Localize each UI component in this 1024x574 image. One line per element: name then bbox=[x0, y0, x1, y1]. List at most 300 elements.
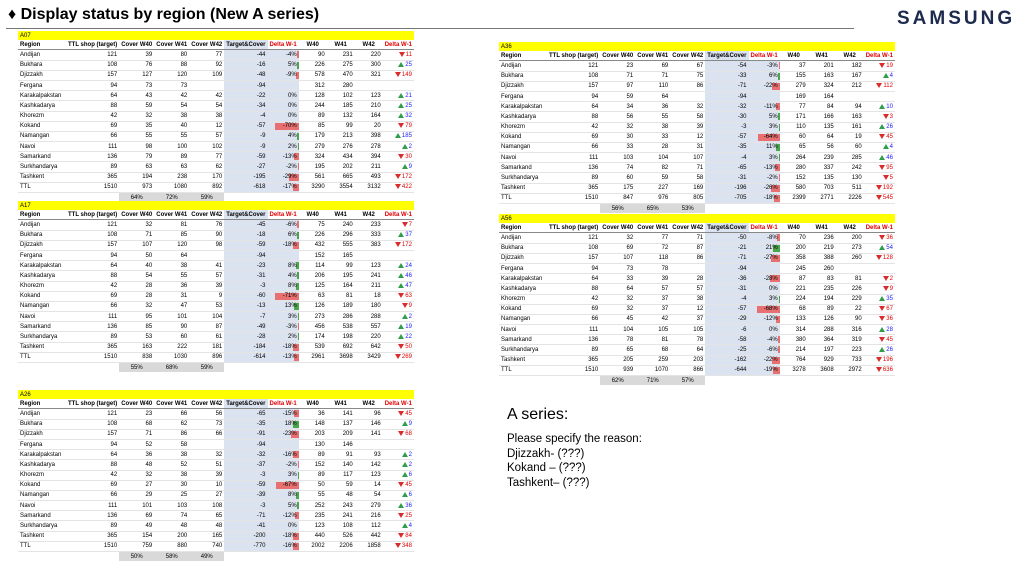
triangle-down-icon bbox=[402, 303, 408, 308]
cell-cover-w40: 36 bbox=[119, 450, 154, 460]
cell-target-cover: -6 bbox=[705, 325, 748, 335]
triangle-down-icon bbox=[879, 134, 885, 139]
delta-value: 68 bbox=[405, 431, 412, 438]
cell-w42: 229 bbox=[836, 294, 864, 304]
delta-pct-value: -6% bbox=[767, 347, 778, 354]
title-rule bbox=[6, 28, 854, 29]
cell-w41: 195 bbox=[327, 271, 355, 281]
page-title: ♦ Display status by region (New A series) bbox=[8, 6, 320, 23]
delta-bar bbox=[298, 472, 299, 479]
cell-delta-w1 bbox=[383, 261, 414, 271]
cell-cover-w41: 48 bbox=[154, 521, 189, 531]
cell-cover-w42: 77 bbox=[189, 152, 224, 162]
cell-ttl-shop: 111 bbox=[66, 501, 119, 511]
cell-ttl-shop: 136 bbox=[66, 511, 119, 521]
triangle-down-icon bbox=[395, 72, 401, 77]
cell-target-cover: -35 bbox=[224, 419, 267, 429]
cell-cover-w40: 52 bbox=[119, 439, 154, 449]
coverage-pct: 58% bbox=[154, 552, 189, 562]
empty-cell bbox=[327, 363, 355, 373]
header-cover-w42: Cover W42 bbox=[189, 210, 224, 220]
delta-pct-value: 0% bbox=[769, 326, 778, 333]
cell-cover-w40: 32 bbox=[600, 233, 635, 243]
cell-delta-w1-pct bbox=[749, 325, 780, 335]
delta-value: 30 bbox=[405, 153, 412, 160]
delta-value: 6 bbox=[408, 472, 412, 479]
cell-delta-w1-pct bbox=[749, 253, 780, 263]
triangle-up-icon bbox=[879, 245, 885, 250]
cell-region: Navoi bbox=[18, 312, 66, 322]
banner-fill bbox=[327, 31, 355, 40]
cell-ttl-shop: 42 bbox=[547, 122, 600, 132]
delta-value: 4 bbox=[408, 523, 412, 530]
cell-target-cover: -644 bbox=[705, 365, 748, 375]
cell-w41: 164 bbox=[808, 91, 836, 101]
cell-target-cover: -94 bbox=[705, 91, 748, 101]
cell-w41: 189 bbox=[327, 301, 355, 311]
cell-ttl-shop: 1510 bbox=[66, 182, 119, 192]
table-row bbox=[18, 162, 414, 172]
cell-ttl-shop: 89 bbox=[547, 345, 600, 355]
cell-delta-w1-pct bbox=[268, 501, 299, 511]
cell-target-cover: -65 bbox=[705, 163, 748, 173]
cell-w40: 123 bbox=[299, 521, 327, 531]
cell-ttl-shop: 157 bbox=[66, 429, 119, 439]
cell-cover-w42 bbox=[189, 250, 224, 260]
cell-w40: 279 bbox=[299, 142, 327, 152]
cell-w42: 211 bbox=[355, 281, 383, 291]
empty-cell bbox=[749, 204, 780, 214]
cell-w41: 692 bbox=[327, 342, 355, 352]
cell-delta-w1-pct bbox=[749, 243, 780, 253]
cell-w41: 3698 bbox=[327, 352, 355, 362]
cell-ttl-shop: 66 bbox=[66, 301, 119, 311]
header-ttl-shop: TTL shop (target) bbox=[66, 210, 119, 220]
cell-ttl-shop: 64 bbox=[66, 450, 119, 460]
header-w40: W40 bbox=[299, 40, 327, 50]
cell-w42: 211 bbox=[355, 162, 383, 172]
cell-target-cover: -13 bbox=[224, 301, 267, 311]
cell-target-cover: -71 bbox=[705, 81, 748, 91]
cell-cover-w42: 12 bbox=[670, 132, 705, 142]
cell-cover-w40: 939 bbox=[600, 365, 635, 375]
cell-region: Tashkent bbox=[18, 172, 66, 182]
cell-cover-w41: 28 bbox=[635, 142, 670, 152]
cell-ttl-shop: 136 bbox=[66, 152, 119, 162]
cell-w42: 216 bbox=[355, 511, 383, 521]
triangle-up-icon bbox=[398, 113, 404, 118]
cell-target-cover: -37 bbox=[224, 460, 267, 470]
cell-w42: 557 bbox=[355, 322, 383, 332]
cell-w40: 312 bbox=[299, 80, 327, 90]
empty-cell bbox=[836, 204, 864, 214]
cell-ttl-shop: 365 bbox=[66, 172, 119, 182]
cell-ttl-shop: 89 bbox=[66, 332, 119, 342]
cell-w42: 226 bbox=[836, 284, 864, 294]
cell-w40: 87 bbox=[780, 274, 808, 284]
cell-w40: 50 bbox=[299, 480, 327, 490]
banner-fill bbox=[836, 214, 864, 223]
delta-value: 269 bbox=[401, 354, 412, 361]
table-row bbox=[499, 91, 895, 101]
cell-cover-w41: 37 bbox=[635, 294, 670, 304]
cell-ttl-shop: 108 bbox=[547, 243, 600, 253]
triangle-down-icon bbox=[402, 222, 408, 227]
table-row bbox=[18, 281, 414, 291]
cell-cover-w42: 32 bbox=[670, 102, 705, 112]
notes-line-djizzakh: Djizzakh- (???) bbox=[507, 447, 585, 460]
delta-pct-value: -8% bbox=[767, 234, 778, 241]
cell-delta-w1-pct bbox=[268, 521, 299, 531]
cell-ttl-shop: 108 bbox=[66, 419, 119, 429]
cell-w41: 240 bbox=[327, 220, 355, 230]
table-row bbox=[499, 142, 895, 152]
cell-cover-w41: 238 bbox=[154, 172, 189, 182]
cell-w41: 2206 bbox=[327, 541, 355, 551]
banner-fill bbox=[66, 390, 119, 399]
cell-delta-w1 bbox=[383, 541, 414, 551]
delta-bar bbox=[297, 62, 299, 69]
cell-w41: 163 bbox=[808, 71, 836, 81]
cell-w42: 260 bbox=[836, 253, 864, 263]
empty-cell bbox=[808, 204, 836, 214]
cell-cover-w42: 38 bbox=[670, 294, 705, 304]
cell-ttl-shop: 42 bbox=[547, 294, 600, 304]
cell-target-cover: -57 bbox=[705, 132, 748, 142]
cell-cover-w40: 33 bbox=[600, 142, 635, 152]
delta-pct-value: -70% bbox=[282, 123, 297, 130]
cell-region: Samarkand bbox=[499, 163, 547, 173]
delta-pct-value: -22% bbox=[763, 83, 778, 90]
delta-pct-value: 2% bbox=[288, 334, 297, 341]
delta-value: 185 bbox=[401, 133, 412, 140]
cell-cover-w42: 57 bbox=[189, 131, 224, 141]
cell-cover-w40: 32 bbox=[600, 304, 635, 314]
cell-w41: 108 bbox=[327, 521, 355, 531]
cell-w40: 152 bbox=[299, 250, 327, 260]
cell-delta-w1-pct bbox=[268, 250, 299, 260]
cell-cover-w40: 54 bbox=[119, 271, 154, 281]
cell-cover-w42 bbox=[189, 439, 224, 449]
delta-pct-value: -12% bbox=[282, 512, 297, 519]
triangle-down-icon bbox=[398, 154, 404, 159]
total-row bbox=[18, 352, 414, 362]
banner-fill bbox=[224, 31, 267, 40]
cell-region: Tashkent bbox=[18, 531, 66, 541]
delta-value: 128 bbox=[882, 255, 893, 262]
coverage-pct-row bbox=[18, 363, 414, 373]
cell-cover-w42: 87 bbox=[670, 243, 705, 253]
cell-target-cover: -44 bbox=[224, 50, 267, 60]
cell-cover-w40: 32 bbox=[600, 294, 635, 304]
cell-cover-w42: 866 bbox=[670, 365, 705, 375]
cell-delta-w1-pct bbox=[268, 480, 299, 490]
cell-w40: 226 bbox=[299, 230, 327, 240]
cell-cover-w41: 62 bbox=[154, 419, 189, 429]
cell-w42: 316 bbox=[836, 325, 864, 335]
cell-w40: 169 bbox=[780, 91, 808, 101]
cell-w41: 239 bbox=[808, 153, 836, 163]
triangle-up-icon bbox=[402, 523, 408, 528]
cell-w42: 642 bbox=[355, 342, 383, 352]
cell-cover-w42: 64 bbox=[670, 345, 705, 355]
cell-cover-w41: 64 bbox=[635, 91, 670, 101]
cell-target-cover: -71 bbox=[705, 253, 748, 263]
cell-delta-w1-pct bbox=[268, 281, 299, 291]
table-row bbox=[18, 240, 414, 250]
cell-delta-w1-pct bbox=[268, 541, 299, 551]
cell-w40: 252 bbox=[299, 501, 327, 511]
region-table bbox=[499, 42, 895, 213]
cell-delta-w1 bbox=[383, 470, 414, 480]
cell-region: Samarkand bbox=[18, 322, 66, 332]
triangle-down-icon bbox=[398, 411, 404, 416]
cell-delta-w1 bbox=[383, 220, 414, 230]
delta-pct-value: -2% bbox=[286, 164, 297, 171]
cell-ttl-shop: 94 bbox=[66, 439, 119, 449]
cell-w40: 37 bbox=[780, 61, 808, 71]
cell-target-cover: -91 bbox=[224, 429, 267, 439]
delta-bar bbox=[298, 333, 299, 340]
banner-fill bbox=[119, 201, 154, 210]
cell-delta-w1 bbox=[864, 304, 895, 314]
table-row bbox=[499, 253, 895, 263]
cell-delta-w1-pct bbox=[268, 322, 299, 332]
cell-delta-w1 bbox=[864, 284, 895, 294]
cell-w40: 224 bbox=[780, 294, 808, 304]
series-banner bbox=[18, 201, 414, 210]
delta-pct-value: -18% bbox=[282, 533, 297, 540]
cell-cover-w41: 100 bbox=[154, 142, 189, 152]
delta-value: 79 bbox=[405, 123, 412, 130]
cell-cover-w41: 60 bbox=[154, 332, 189, 342]
cell-region: Tashkent bbox=[499, 183, 547, 193]
cell-region: Surkhandarya bbox=[499, 173, 547, 183]
cell-target-cover: -16 bbox=[224, 60, 267, 70]
cell-w42 bbox=[836, 263, 864, 273]
cell-delta-w1 bbox=[383, 281, 414, 291]
cell-target-cover: -23 bbox=[224, 261, 267, 271]
cell-delta-w1-pct bbox=[268, 429, 299, 439]
cell-cover-w40: 85 bbox=[119, 322, 154, 332]
cell-w41: 280 bbox=[327, 80, 355, 90]
cell-cover-w42: 75 bbox=[670, 71, 705, 81]
cell-cover-w41: 55 bbox=[635, 112, 670, 122]
cell-region: Khorezm bbox=[18, 281, 66, 291]
cell-region: TTL bbox=[18, 541, 66, 551]
banner-fill bbox=[189, 390, 224, 399]
cell-delta-w1-pct bbox=[749, 263, 780, 273]
delta-value: 45 bbox=[886, 134, 893, 141]
delta-value: 47 bbox=[405, 283, 412, 290]
cell-region: Karakalpakstan bbox=[18, 450, 66, 460]
cell-delta-w1 bbox=[864, 112, 895, 122]
cell-delta-w1-pct bbox=[749, 335, 780, 345]
table-row bbox=[499, 325, 895, 335]
cell-cover-w40: 154 bbox=[119, 531, 154, 541]
cell-w42: 96 bbox=[355, 409, 383, 419]
cell-target-cover: -3 bbox=[224, 501, 267, 511]
header-ttl-shop: TTL shop (target) bbox=[547, 51, 600, 61]
cell-ttl-shop: 121 bbox=[547, 61, 600, 71]
cell-cover-w41: 63 bbox=[154, 162, 189, 172]
cell-w42: 94 bbox=[836, 102, 864, 112]
cell-w42: 123 bbox=[355, 470, 383, 480]
delta-value: 6 bbox=[408, 492, 412, 499]
cell-w42: 19 bbox=[836, 132, 864, 142]
banner-fill bbox=[836, 42, 864, 51]
delta-pct-value: 0% bbox=[288, 92, 297, 99]
cell-w40: 214 bbox=[780, 345, 808, 355]
delta-value: 36 bbox=[886, 234, 893, 241]
table-row bbox=[499, 314, 895, 324]
banner-fill bbox=[189, 31, 224, 40]
cell-cover-w40: 163 bbox=[119, 342, 154, 352]
delta-pct-value: -6% bbox=[286, 221, 297, 228]
cell-region: Andijan bbox=[18, 220, 66, 230]
cell-w40: 60 bbox=[780, 132, 808, 142]
cell-target-cover: -4 bbox=[224, 111, 267, 121]
table-row bbox=[18, 439, 414, 449]
cell-cover-w41: 103 bbox=[154, 501, 189, 511]
empty-cell bbox=[18, 552, 66, 562]
cell-delta-w1-pct bbox=[749, 193, 780, 203]
cell-ttl-shop: 157 bbox=[547, 81, 600, 91]
cell-ttl-shop: 69 bbox=[66, 480, 119, 490]
delta-pct-value: -18% bbox=[282, 344, 297, 351]
cell-w41: 140 bbox=[327, 460, 355, 470]
cell-ttl-shop: 66 bbox=[66, 490, 119, 500]
delta-pct-value: 8% bbox=[288, 262, 297, 269]
table-row bbox=[18, 470, 414, 480]
cell-w42: 279 bbox=[355, 501, 383, 511]
cell-cover-w42 bbox=[670, 91, 705, 101]
cell-delta-w1 bbox=[864, 132, 895, 142]
cell-cover-w40: 49 bbox=[119, 521, 154, 531]
header-delta-w1-pct: Delta W-1 bbox=[268, 210, 299, 220]
cell-cover-w41: 58 bbox=[154, 439, 189, 449]
cell-cover-w41: 74 bbox=[154, 511, 189, 521]
cell-region: Fergana bbox=[18, 80, 66, 90]
cell-ttl-shop: 365 bbox=[66, 342, 119, 352]
delta-pct-value: 3% bbox=[288, 313, 297, 320]
cell-w40: 2961 bbox=[299, 352, 327, 362]
triangle-down-icon bbox=[395, 184, 401, 189]
cell-cover-w41: 222 bbox=[154, 342, 189, 352]
cell-delta-w1 bbox=[864, 81, 895, 91]
delta-value: 3 bbox=[889, 113, 893, 120]
cell-cover-w41: 66 bbox=[154, 409, 189, 419]
cell-w40: 133 bbox=[780, 314, 808, 324]
table-row bbox=[499, 71, 895, 81]
table-row bbox=[499, 345, 895, 355]
cell-w42: 493 bbox=[355, 172, 383, 182]
cell-target-cover: -57 bbox=[224, 121, 267, 131]
banner-fill bbox=[268, 201, 299, 210]
cell-region: Bukhara bbox=[18, 60, 66, 70]
delta-pct-value: -2% bbox=[286, 461, 297, 468]
banner-fill bbox=[299, 201, 327, 210]
cell-region: Kashkadarya bbox=[18, 271, 66, 281]
cell-ttl-shop: 108 bbox=[66, 230, 119, 240]
header-region: Region bbox=[18, 210, 66, 220]
cell-cover-w42: 57 bbox=[189, 271, 224, 281]
delta-value: 25 bbox=[405, 102, 412, 109]
cell-delta-w1-pct bbox=[268, 152, 299, 162]
header-region: Region bbox=[18, 399, 66, 409]
header-cover-w41: Cover W41 bbox=[154, 40, 189, 50]
cell-w42: 54 bbox=[355, 490, 383, 500]
cell-w40: 36 bbox=[299, 409, 327, 419]
cell-cover-w41: 86 bbox=[154, 429, 189, 439]
total-row bbox=[499, 365, 895, 375]
table-row bbox=[499, 153, 895, 163]
triangle-down-icon bbox=[395, 543, 401, 548]
delta-pct-value: 3% bbox=[769, 154, 778, 161]
cell-cover-w42: 53 bbox=[189, 301, 224, 311]
cell-delta-w1-pct bbox=[268, 70, 299, 80]
cell-cover-w42: 109 bbox=[189, 70, 224, 80]
delta-value: 26 bbox=[886, 124, 893, 131]
cell-target-cover: -41 bbox=[224, 521, 267, 531]
cell-w42: 146 bbox=[355, 419, 383, 429]
banner-fill bbox=[355, 201, 383, 210]
delta-pct-value: -23% bbox=[282, 431, 297, 438]
cell-cover-w41: 81 bbox=[635, 335, 670, 345]
delta-value: 4 bbox=[889, 144, 893, 151]
table-row bbox=[18, 521, 414, 531]
cell-ttl-shop: 1510 bbox=[66, 541, 119, 551]
delta-pct-value: -16% bbox=[282, 451, 297, 458]
cell-cover-w42: 56 bbox=[189, 409, 224, 419]
triangle-down-icon bbox=[399, 52, 405, 57]
table-row bbox=[18, 460, 414, 470]
cell-w41: 2771 bbox=[808, 193, 836, 203]
header-row bbox=[499, 223, 895, 233]
cell-w42: 3132 bbox=[355, 182, 383, 192]
cell-w42 bbox=[836, 91, 864, 101]
header-row bbox=[499, 51, 895, 61]
cell-cover-w41: 880 bbox=[154, 541, 189, 551]
banner-fill bbox=[864, 214, 895, 223]
triangle-up-icon bbox=[398, 503, 404, 508]
cell-ttl-shop: 136 bbox=[547, 335, 600, 345]
cell-ttl-shop: 69 bbox=[66, 291, 119, 301]
delta-pct-value: 3% bbox=[288, 472, 297, 479]
banner-fill bbox=[154, 201, 189, 210]
banner-fill bbox=[547, 42, 600, 51]
cell-delta-w1 bbox=[864, 314, 895, 324]
cell-delta-w1 bbox=[383, 429, 414, 439]
triangle-down-icon bbox=[395, 242, 401, 247]
banner-fill bbox=[154, 390, 189, 399]
cell-cover-w42: 51 bbox=[189, 460, 224, 470]
cell-region: Samarkand bbox=[18, 152, 66, 162]
cell-cover-w40: 28 bbox=[119, 281, 154, 291]
delta-bar bbox=[297, 502, 299, 509]
header-w41: W41 bbox=[327, 210, 355, 220]
header-cover-w41: Cover W41 bbox=[154, 399, 189, 409]
cell-cover-w42: 67 bbox=[670, 61, 705, 71]
delta-value: 25 bbox=[405, 512, 412, 519]
cell-w41: 84 bbox=[808, 102, 836, 112]
cell-w40: 85 bbox=[299, 121, 327, 131]
banner-fill bbox=[670, 214, 705, 223]
cell-ttl-shop: 88 bbox=[547, 284, 600, 294]
region-table bbox=[18, 31, 414, 202]
triangle-down-icon bbox=[398, 533, 404, 538]
triangle-down-icon bbox=[883, 175, 889, 180]
